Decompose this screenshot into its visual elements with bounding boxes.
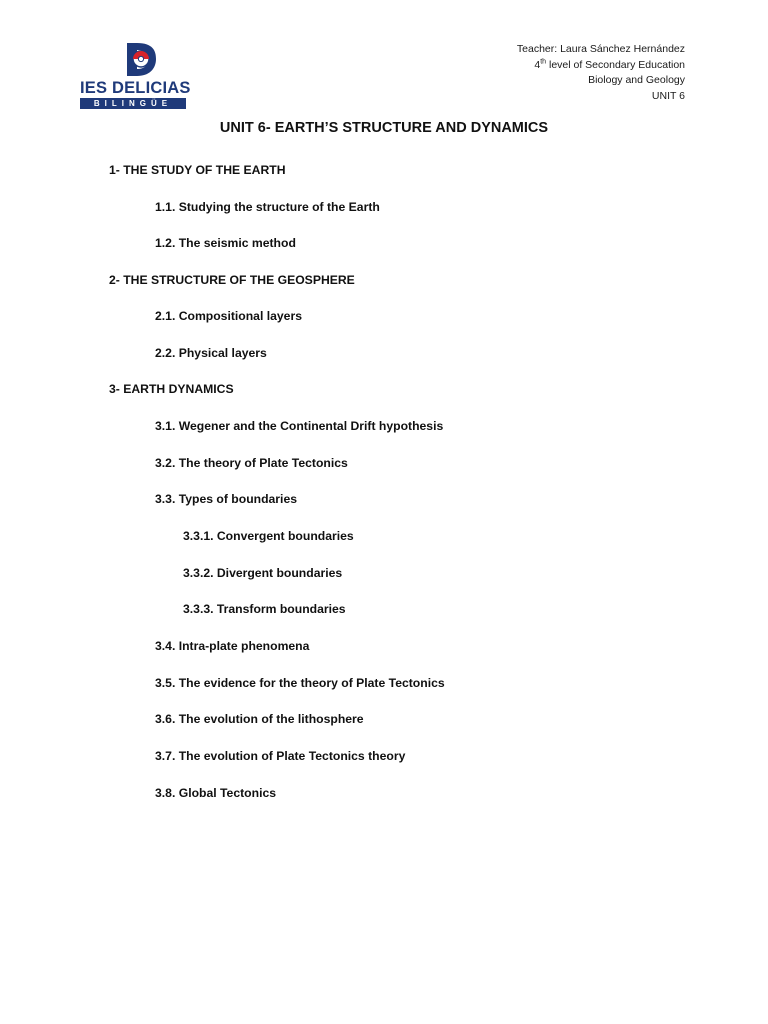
toc-item-3-3-2: 3.3.2. Divergent boundaries (183, 566, 343, 580)
teacher-name: Teacher: Laura Sánchez Hernández (516, 43, 685, 55)
shield-icon (123, 42, 157, 78)
level-ordinal: th (540, 58, 547, 65)
subject-name: Biology and Geology (588, 74, 685, 86)
school-logo (80, 42, 191, 110)
toc-section-2: 2- THE STRUCTURE OF THE GEOSPHERE (109, 273, 355, 287)
toc-item-2-1: 2.1. Compositional layers (155, 309, 302, 323)
level-text: level of Secondary Education (546, 58, 685, 71)
toc-item-1-2: 1.2. The seismic method (155, 236, 296, 250)
toc-item-3-3-1: 3.3.1. Convergent boundaries (183, 529, 354, 543)
header-info (517, 42, 685, 104)
toc-section-3: 3- EARTH DYNAMICS (109, 382, 234, 396)
education-level (517, 58, 685, 74)
toc-item-3-4: 3.4. Intra-plate phenomena (155, 639, 310, 653)
level-number: 4 (534, 58, 541, 71)
logo-subtitle: BILINGÜE (80, 98, 186, 109)
toc-item-3-5: 3.5. The evidence for the theory of Plate Tectonics (155, 676, 445, 690)
toc-item-3-3: 3.3. Types of boundaries (155, 492, 297, 506)
toc-item-3-3-3: 3.3.3. Transform boundaries (183, 602, 346, 616)
toc-item-3-7: 3.7. The evolution of Plate Tectonics theory (155, 749, 406, 763)
toc-item-2-2: 2.2. Physical layers (155, 346, 267, 360)
toc-section-1: 1- THE STUDY OF THE EARTH (109, 163, 286, 177)
document-title: UNIT 6- EARTH’S STRUCTURE AND DYNAMICS (219, 120, 549, 136)
toc-item-3-8: 3.8. Global Tectonics (155, 786, 277, 800)
toc-item-1-1: 1.1. Studying the structure of the Earth (155, 200, 380, 214)
toc-item-3-2: 3.2. The theory of Plate Tectonics (155, 456, 348, 470)
toc-item-3-6: 3.6. The evolution of the lithosphere (155, 712, 364, 726)
logo-title: IES DELICIAS (80, 79, 191, 97)
unit-label: UNIT 6 (651, 89, 685, 102)
toc-item-3-1: 3.1. Wegener and the Continental Drift hypothesis (155, 419, 444, 433)
